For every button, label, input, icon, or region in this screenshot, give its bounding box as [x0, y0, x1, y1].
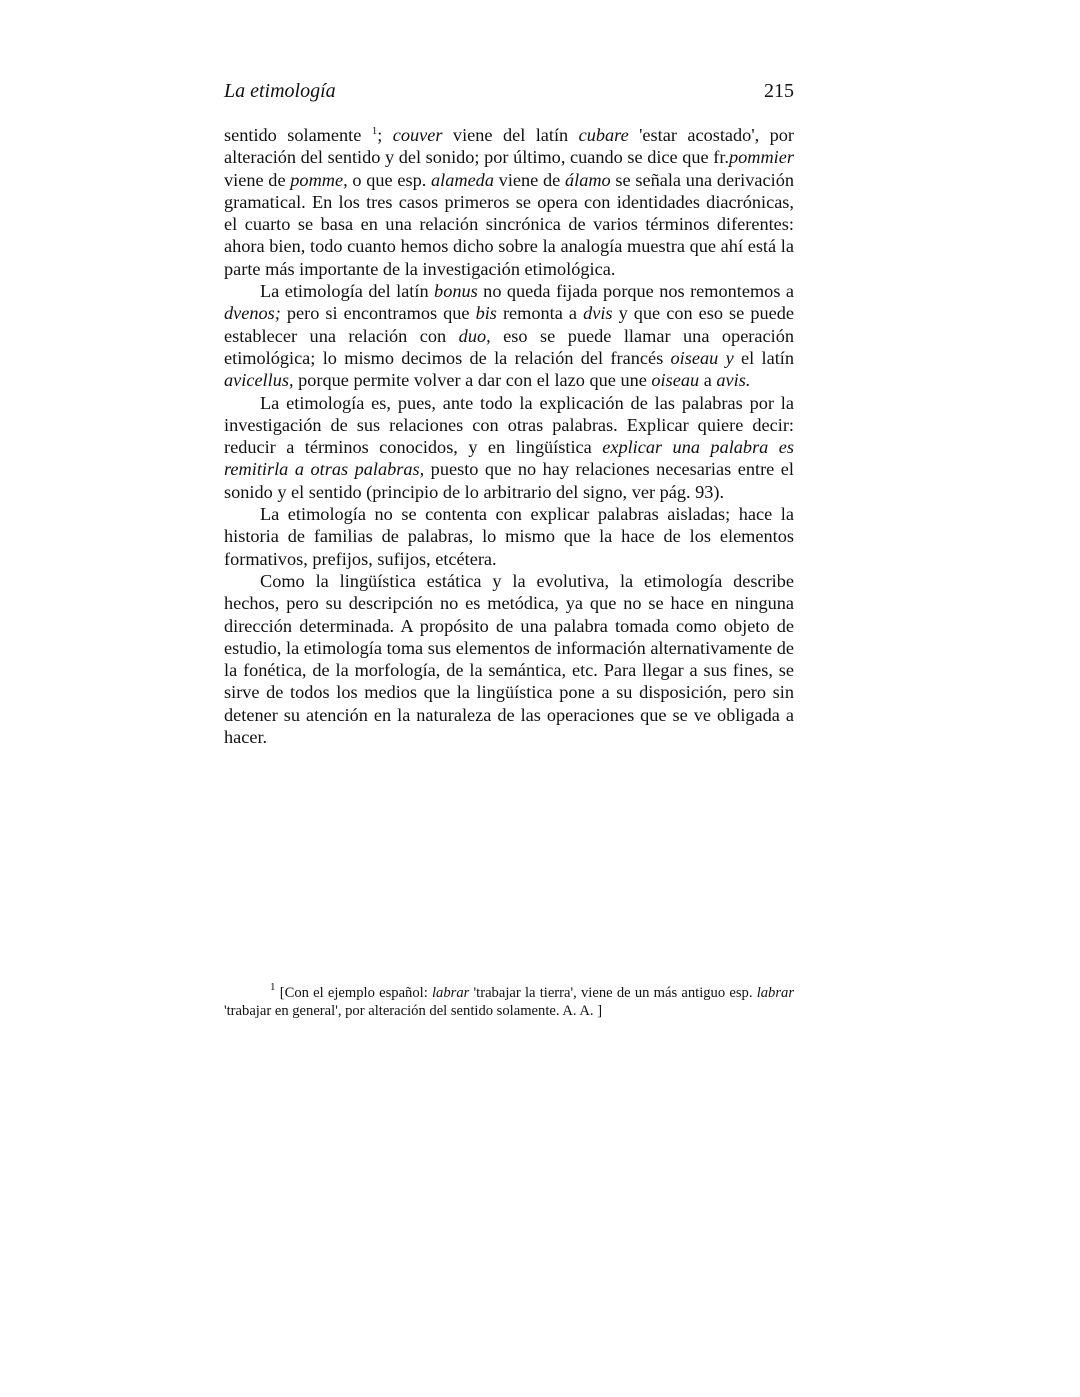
footnote-reference: 1	[371, 125, 378, 137]
text-run: viene de	[224, 169, 291, 190]
italic-term: bonus	[434, 281, 478, 302]
italic-term: dvis	[583, 303, 613, 324]
text-run: el latín	[733, 347, 794, 368]
footnote-marker: 1	[270, 981, 276, 993]
italic-term: alameda	[431, 169, 494, 190]
text-run: no queda fijada porque nos remontemos a	[477, 281, 794, 302]
italic-term: álamo	[564, 169, 611, 190]
text-run: viene del latín	[442, 125, 579, 145]
text-run: eso se puede llamar una operación etimológica; lo mismo decimos de la relación del francés	[224, 325, 794, 368]
italic-term: dvenos;	[224, 303, 281, 324]
italic-term: pommier	[729, 147, 794, 168]
italic-term: oiseau y	[670, 347, 734, 368]
text-run: 'trabajar la tierra', viene de un más antiguo esp.	[469, 985, 757, 1001]
page-content	[224, 80, 794, 748]
italic-term: avis.	[716, 370, 751, 391]
text-run: [Con el ejemplo español:	[275, 985, 432, 1001]
paragraph-3	[224, 392, 794, 503]
text-run: a	[699, 370, 717, 391]
italic-term: avicellus,	[224, 370, 294, 391]
footnote	[224, 981, 795, 1020]
paragraph-1	[224, 124, 794, 280]
italic-term: couver	[392, 125, 443, 145]
text-run: sentido solamente	[224, 125, 372, 145]
page-number: 215	[764, 80, 794, 102]
running-title: La etimología	[224, 80, 336, 102]
text-run: 'estar acostado', por alteración del sentido y del sonido; por último, cuando se dice que fr.	[224, 125, 794, 168]
text-run: puesto que no hay relaciones necesarias entre el sonido y el sentido (principio de lo arbitrario del signo, ver pág. 93).	[224, 459, 794, 502]
italic-phrase: explicar una palabra es remitirla a otras palabras,	[224, 437, 794, 480]
italic-term: labrar	[432, 985, 470, 1001]
paragraph-2	[224, 280, 794, 391]
text-run: o que esp.	[347, 169, 431, 190]
footnote-text	[224, 981, 795, 1020]
italic-term: cubare	[578, 125, 629, 145]
text-run: y que con eso se puede establecer una relación con	[224, 303, 794, 346]
paragraph-4: La etimología no se contenta con explicar palabras aisladas; hace la historia de familias de palabras, lo mismo que la hace de los elementos formativos, prefijos, sufijos, etcétera.	[224, 504, 794, 569]
text-run: La etimología es, pues, ante todo la explicación de las palabras por la investigación de sus relaciones con otras palabras. Explicar quiere decir: reducir a términos conocidos, y en lingüística	[224, 392, 794, 458]
text-run: se señala una derivación gramatical. En los tres casos primeros se opera con identidades diacrónicas, el cuarto se basa en una relación sincrónica de varios términos diferentes: ahora bien, todo cuanto hemos dicho sobre la analogía muestra que ahí está la parte más importante de la investigación etimológica.	[224, 169, 794, 279]
text-run: La etimología del latín	[260, 281, 435, 302]
text-run: 'trabajar en general', por alteración del sentido solamente. A. A. ]	[224, 1002, 603, 1019]
italic-term: oiseau	[651, 370, 700, 391]
italic-term: duo,	[458, 325, 491, 346]
italic-term: pomme,	[290, 169, 348, 190]
italic-term: labrar	[756, 985, 795, 1001]
text-run: porque permite volver a dar con el lazo que une	[293, 370, 652, 391]
paragraph-5: Como la lingüística estática y la evolutiva, la etimología describe hechos, pero su descripción no es metódica, ya que no se hace en ninguna dirección determinada. A propósito de una palabra tomada como objeto de estudio, la etimología toma sus elementos de información alternativamente de la fonética, de la morfología, de la semántica, etc. Para llegar a sus fines, se sirve de todos los medios que la lingüística pone a su disposición, pero sin detener su atención en la naturaleza de las operaciones que se ve obligada a hacer.	[224, 570, 794, 748]
text-run: viene de	[493, 169, 565, 190]
text-run: remonta a	[496, 303, 584, 324]
text-run: ;	[377, 125, 393, 145]
text-run: pero si encontramos que	[280, 303, 476, 324]
body-text	[224, 124, 794, 748]
italic-term: bis	[475, 303, 497, 324]
running-header	[224, 80, 794, 108]
